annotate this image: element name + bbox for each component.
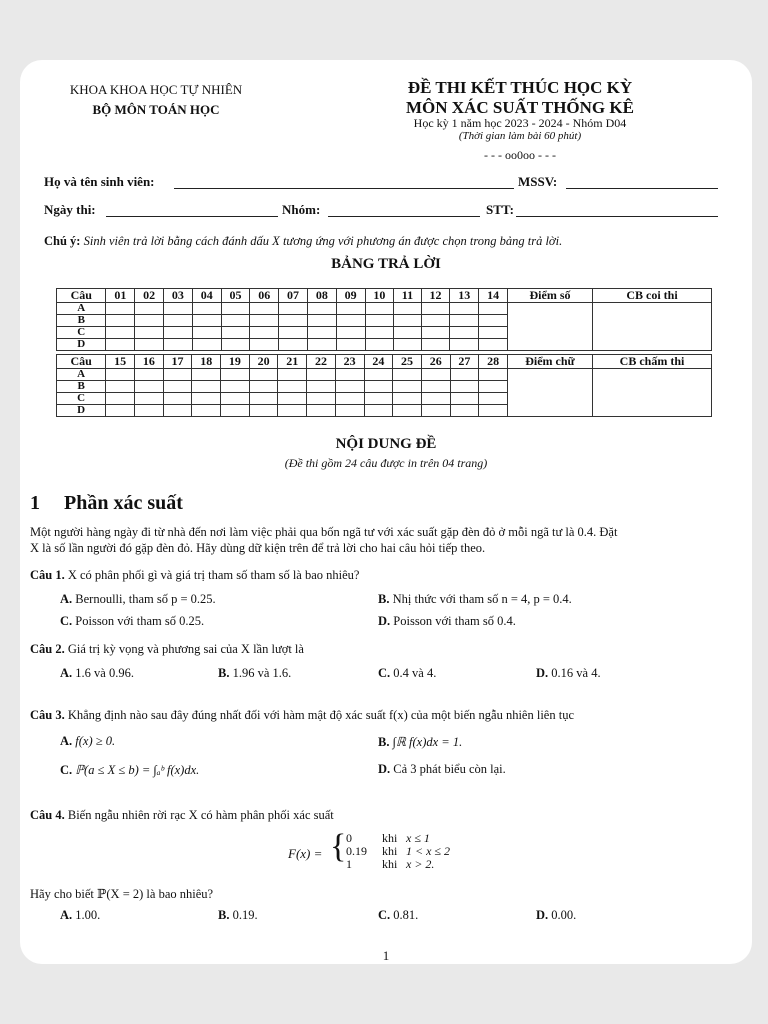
question-number: 25 (393, 355, 422, 369)
note-label: Chú ý: (44, 234, 81, 248)
question-number: 24 (364, 355, 393, 369)
answer-cell[interactable] (221, 405, 250, 417)
answer-cell[interactable] (163, 369, 192, 381)
case-khi: khi (382, 831, 398, 845)
answer-cell[interactable] (135, 339, 164, 351)
question-number: 10 (365, 289, 394, 303)
answer-cell[interactable] (164, 303, 193, 315)
case-khi: khi (382, 857, 398, 871)
exam-title: ĐỀ THI KẾT THÚC HỌC KỲ (407, 78, 633, 97)
answer-cell[interactable] (221, 369, 250, 381)
group-label: Nhóm: (282, 202, 321, 217)
answer-cell[interactable] (250, 315, 279, 327)
answer-cell[interactable] (307, 405, 336, 417)
question-label: Câu 4. (30, 808, 65, 822)
answer-cell[interactable] (307, 339, 336, 351)
answer-cell[interactable] (221, 381, 250, 393)
question-number: 04 (192, 289, 221, 303)
answer-cell[interactable] (479, 405, 508, 417)
answer-cell[interactable] (335, 369, 364, 381)
option-text: Poisson với tham số 0.25. (75, 614, 205, 628)
answer-cell[interactable] (221, 393, 250, 405)
option-letter: B. (218, 908, 230, 922)
question-number: 22 (307, 355, 336, 369)
answer-cell[interactable] (421, 327, 450, 339)
option-text: Cả 3 phát biểu còn lại. (393, 762, 506, 776)
option-text: 1.6 và 0.96. (75, 666, 134, 680)
answer-cell[interactable] (307, 327, 336, 339)
answer-cell[interactable] (394, 339, 421, 351)
separator: - - - oo0oo - - - (484, 148, 556, 162)
answer-cell[interactable] (421, 303, 450, 315)
question-number: 05 (221, 289, 250, 303)
question-header: Câu (57, 289, 106, 303)
formula-lhs: F(x) = (288, 846, 323, 861)
answer-table-title: BẢNG TRẢ LỜI (331, 256, 441, 272)
answer-cell[interactable] (192, 405, 221, 417)
q4-option-b[interactable] (218, 908, 258, 923)
question-label: Câu 2. (30, 642, 65, 656)
answer-cell[interactable] (221, 327, 250, 339)
faculty-name: KHOA KHOA HỌC TỰ NHIÊN (69, 82, 243, 97)
answer-cell[interactable] (164, 339, 193, 351)
choice-label: D (57, 339, 106, 351)
answer-cell[interactable] (450, 405, 479, 417)
question-number: 23 (335, 355, 364, 369)
question-label: Câu 1. (30, 568, 65, 582)
option-letter: C. (60, 763, 73, 777)
option-text: ℙ(a ≤ X ≤ b) = ∫ₐᵇ f(x)dx. (75, 763, 200, 777)
answer-cell[interactable] (163, 393, 192, 405)
q2-option-b[interactable] (218, 666, 291, 681)
q2-option-a[interactable] (60, 666, 134, 681)
grader-header: CB chấm thi (593, 355, 712, 369)
option-text: 0.4 và 4. (393, 666, 437, 680)
question-number: 15 (106, 355, 135, 369)
answer-cell[interactable] (479, 327, 508, 339)
case-value: 0 (346, 831, 352, 845)
section-title: Phần xác suất (64, 492, 183, 514)
answer-cell[interactable] (249, 381, 278, 393)
answer-cell[interactable] (393, 381, 422, 393)
option-letter: C. (60, 614, 73, 628)
answer-table-part1 (56, 288, 712, 351)
question-number: 27 (450, 355, 479, 369)
choice-label: A (57, 303, 106, 315)
answer-cell[interactable] (421, 405, 450, 417)
choice-label: B (57, 381, 106, 393)
answer-cell[interactable] (221, 315, 250, 327)
option-letter: D. (536, 666, 549, 680)
answer-cell[interactable] (394, 315, 421, 327)
answer-cell[interactable] (279, 339, 308, 351)
answer-cell[interactable] (106, 339, 135, 351)
case-condition: x ≤ 1 (406, 831, 430, 845)
q1-option-b[interactable] (378, 592, 572, 607)
question-number: 07 (279, 289, 308, 303)
answer-cell[interactable] (278, 405, 307, 417)
answer-cell[interactable] (250, 303, 279, 315)
date-label: Ngày thi: (44, 202, 96, 217)
student-id-label: MSSV: (518, 174, 558, 189)
choice-label: D (57, 405, 106, 417)
answer-cell[interactable] (393, 393, 422, 405)
answer-cell[interactable] (336, 303, 365, 315)
q4-option-a[interactable] (60, 908, 100, 923)
option-letter: D. (378, 762, 391, 776)
answer-cell[interactable] (192, 369, 221, 381)
q3-option-d[interactable] (378, 762, 506, 777)
option-letter: D. (378, 614, 391, 628)
question-number: 12 (421, 289, 450, 303)
question-4 (30, 808, 334, 823)
answer-cell[interactable] (307, 381, 336, 393)
answer-cell[interactable] (421, 381, 450, 393)
answer-cell[interactable] (336, 339, 365, 351)
proctor-header: CB coi thi (593, 289, 712, 303)
case-condition: 1 < x ≤ 2 (406, 844, 451, 858)
answer-cell[interactable] (164, 315, 193, 327)
option-text: f(x) ≥ 0. (75, 734, 116, 748)
answer-cell[interactable] (335, 405, 364, 417)
exam-page (20, 60, 752, 964)
answer-cell[interactable] (135, 393, 164, 405)
question-number: 06 (250, 289, 279, 303)
intro-line-1: Một người hàng ngày đi từ nhà đến nơi làm việc phải qua bốn ngã tư với xác suất gặp đèn đỏ ở mỗi ngã tư là 0.4. Đặt (30, 525, 618, 539)
answer-cell[interactable] (393, 405, 422, 417)
subject-title: MÔN XÁC SUẤT THỐNG KÊ (406, 98, 634, 117)
case-value: 1 (346, 857, 352, 871)
answer-cell[interactable] (192, 327, 221, 339)
proctor-box (593, 303, 712, 351)
grader-box (593, 369, 712, 417)
q3-option-b[interactable] (378, 734, 462, 750)
answer-cell[interactable] (106, 315, 135, 327)
answer-cell[interactable] (106, 327, 135, 339)
answer-cell[interactable] (450, 315, 479, 327)
question-number: 14 (479, 289, 508, 303)
answer-cell[interactable] (192, 339, 221, 351)
question-number: 26 (421, 355, 450, 369)
question-number: 28 (479, 355, 508, 369)
score-number-header: Điểm số (508, 289, 593, 303)
answer-cell[interactable] (421, 315, 450, 327)
content-subtitle: (Đề thi gồm 24 câu được in trên 04 trang) (284, 456, 488, 470)
answer-cell[interactable] (249, 393, 278, 405)
duration: (Thời gian làm bài 60 phút) (458, 130, 582, 142)
answer-cell[interactable] (450, 303, 479, 315)
answer-cell[interactable] (192, 381, 221, 393)
answer-cell[interactable] (479, 369, 508, 381)
intro-line-2: X là số lần người đó gặp đèn đỏ. Hãy dùng dữ kiện trên để trả lời cho hai câu hỏi tiếp theo. (30, 541, 486, 555)
answer-cell[interactable] (307, 315, 336, 327)
answer-cell[interactable] (163, 381, 192, 393)
answer-cell[interactable] (364, 369, 393, 381)
choice-label: C (57, 327, 106, 339)
answer-cell[interactable] (279, 327, 308, 339)
question-header: Câu (57, 355, 106, 369)
answer-cell[interactable] (479, 381, 508, 393)
answer-cell[interactable] (421, 369, 450, 381)
answer-cell[interactable] (249, 369, 278, 381)
answer-cell[interactable] (364, 381, 393, 393)
question-label: Câu 3. (30, 708, 65, 722)
date-field[interactable] (106, 216, 278, 217)
q4-ask: Hãy cho biết ℙ(X = 2) là bao nhiêu? (30, 887, 214, 901)
answer-cell[interactable] (279, 303, 308, 315)
answer-cell[interactable] (479, 339, 508, 351)
name-label: Họ và tên sinh viên: (44, 174, 155, 189)
answer-cell[interactable] (250, 339, 279, 351)
case-value: 0.19 (346, 844, 367, 858)
question-text: Biến ngẫu nhiên rời rạc X có hàm phân phối xác suất (67, 808, 334, 822)
answer-cell[interactable] (106, 303, 135, 315)
option-text: Poisson với tham số 0.4. (393, 614, 516, 628)
q2-option-d[interactable] (536, 666, 601, 681)
option-letter: A. (60, 666, 73, 680)
q4-option-c[interactable] (378, 908, 418, 923)
answer-cell[interactable] (479, 393, 508, 405)
answer-cell[interactable] (307, 303, 336, 315)
q3-option-a[interactable] (60, 734, 115, 749)
student-id-field[interactable] (566, 188, 718, 189)
answer-cell[interactable] (365, 303, 394, 315)
q1-option-c[interactable] (60, 614, 204, 629)
option-letter: A. (60, 734, 73, 748)
answer-cell[interactable] (450, 393, 479, 405)
question-number: 02 (135, 289, 164, 303)
option-letter: B. (378, 735, 390, 749)
answer-cell[interactable] (450, 327, 479, 339)
question-number: 01 (106, 289, 135, 303)
answer-cell[interactable] (479, 303, 508, 315)
case-condition: x > 2. (406, 857, 435, 871)
score-words-box (508, 369, 593, 417)
question-3 (30, 708, 574, 723)
answer-cell[interactable] (106, 369, 135, 381)
answer-cell[interactable] (279, 315, 308, 327)
option-text: 0.19. (232, 908, 258, 922)
choice-label: C (57, 393, 106, 405)
option-letter: A. (60, 592, 73, 606)
answer-cell[interactable] (393, 369, 422, 381)
question-number: 16 (135, 355, 164, 369)
answer-cell[interactable] (106, 405, 135, 417)
order-field[interactable] (516, 216, 718, 217)
option-text: 0.16 và 4. (551, 666, 601, 680)
page-number: 1 (382, 948, 390, 963)
question-text: Khẳng định nào sau đây đúng nhất đối với hàm mật độ xác suất f(x) của một biến ngẫu nhiên liên tục (67, 708, 574, 722)
answer-cell[interactable] (221, 339, 250, 351)
section-number: 1 (30, 492, 40, 514)
question-number: 03 (164, 289, 193, 303)
group-field[interactable] (328, 216, 480, 217)
option-letter: C. (378, 666, 391, 680)
question-number: 21 (278, 355, 307, 369)
choice-label: B (57, 315, 106, 327)
question-number: 20 (249, 355, 278, 369)
answer-cell[interactable] (365, 339, 394, 351)
option-letter: A. (60, 908, 73, 922)
answer-cell[interactable] (307, 393, 336, 405)
answer-cell[interactable] (335, 381, 364, 393)
note (44, 234, 562, 249)
q1-option-d[interactable] (378, 614, 516, 629)
section-heading (30, 492, 183, 515)
question-number: 17 (163, 355, 192, 369)
answer-cell[interactable] (250, 327, 279, 339)
option-letter: B. (218, 666, 230, 680)
answer-cell[interactable] (135, 369, 164, 381)
answer-cell[interactable] (192, 393, 221, 405)
q3-option-c[interactable] (60, 762, 199, 778)
answer-cell[interactable] (106, 381, 135, 393)
answer-cell[interactable] (364, 405, 393, 417)
option-letter: C. (378, 908, 391, 922)
answer-cell[interactable] (135, 327, 164, 339)
answer-cell[interactable] (450, 369, 479, 381)
order-label: STT: (486, 202, 514, 217)
answer-cell[interactable] (278, 369, 307, 381)
answer-cell[interactable] (365, 315, 394, 327)
answer-cell[interactable] (192, 303, 221, 315)
answer-cell[interactable] (335, 393, 364, 405)
case-khi: khi (382, 844, 398, 858)
name-field[interactable] (174, 188, 514, 189)
option-text: 1.96 và 1.6. (232, 666, 292, 680)
content-title: NỘI DUNG ĐỀ (335, 436, 437, 452)
option-text: Nhị thức với tham số n = 4, p = 0.4. (392, 592, 572, 606)
answer-cell[interactable] (364, 393, 393, 405)
answer-cell[interactable] (479, 315, 508, 327)
q1-option-a[interactable] (60, 592, 216, 607)
answer-cell[interactable] (450, 381, 479, 393)
question-number: 19 (221, 355, 250, 369)
option-text: 0.00. (551, 908, 577, 922)
answer-cell[interactable] (135, 315, 164, 327)
question-number: 18 (192, 355, 221, 369)
option-letter: B. (378, 592, 390, 606)
q2-option-c[interactable] (378, 666, 436, 681)
answer-cell[interactable] (307, 369, 336, 381)
score-words-header: Điểm chữ (508, 355, 593, 369)
note-text: Sinh viên trả lời bằng cách đánh dấu X tương ứng với phương án được chọn trong bảng trả lời. (83, 234, 563, 248)
answer-cell[interactable] (164, 327, 193, 339)
question-text: Giá trị kỳ vọng và phương sai của X lần lượt là (67, 642, 304, 656)
answer-cell[interactable] (394, 303, 421, 315)
answer-cell[interactable] (421, 339, 450, 351)
answer-cell[interactable] (336, 315, 365, 327)
answer-cell[interactable] (106, 393, 135, 405)
answer-cell[interactable] (135, 405, 164, 417)
answer-cell[interactable] (192, 315, 221, 327)
answer-cell[interactable] (278, 381, 307, 393)
option-text: 0.81. (393, 908, 419, 922)
option-letter: D. (536, 908, 549, 922)
question-number: 08 (307, 289, 336, 303)
question-number: 11 (394, 289, 421, 303)
answer-cell[interactable] (221, 303, 250, 315)
score-number-box (508, 303, 593, 351)
answer-cell[interactable] (135, 381, 164, 393)
answer-cell[interactable] (135, 303, 164, 315)
answer-cell[interactable] (421, 393, 450, 405)
question-2 (30, 642, 304, 657)
answer-table-part2 (56, 354, 712, 417)
answer-cell[interactable] (163, 405, 192, 417)
answer-cell[interactable] (365, 327, 394, 339)
department-name: BỘ MÔN TOÁN HỌC (92, 102, 220, 117)
question-1 (30, 568, 359, 583)
answer-cell[interactable] (278, 393, 307, 405)
answer-cell[interactable] (394, 327, 421, 339)
answer-cell[interactable] (249, 405, 278, 417)
option-text: 1.00. (75, 908, 101, 922)
question-text: X có phân phối gì và giá trị tham số tham số là bao nhiêu? (67, 568, 360, 582)
option-text: Bernoulli, tham số p = 0.25. (75, 592, 216, 606)
term-info: Học kỳ 1 năm học 2023 - 2024 - Nhóm D04 (413, 116, 627, 130)
piecewise-cases (346, 832, 450, 871)
choice-label: A (57, 369, 106, 381)
question-number: 09 (336, 289, 365, 303)
left-brace-icon: { (330, 828, 347, 865)
option-text: ∫ℝ f(x)dx = 1. (392, 735, 463, 749)
answer-cell[interactable] (450, 339, 479, 351)
q4-option-d[interactable] (536, 908, 576, 923)
answer-cell[interactable] (336, 327, 365, 339)
question-number: 13 (450, 289, 479, 303)
